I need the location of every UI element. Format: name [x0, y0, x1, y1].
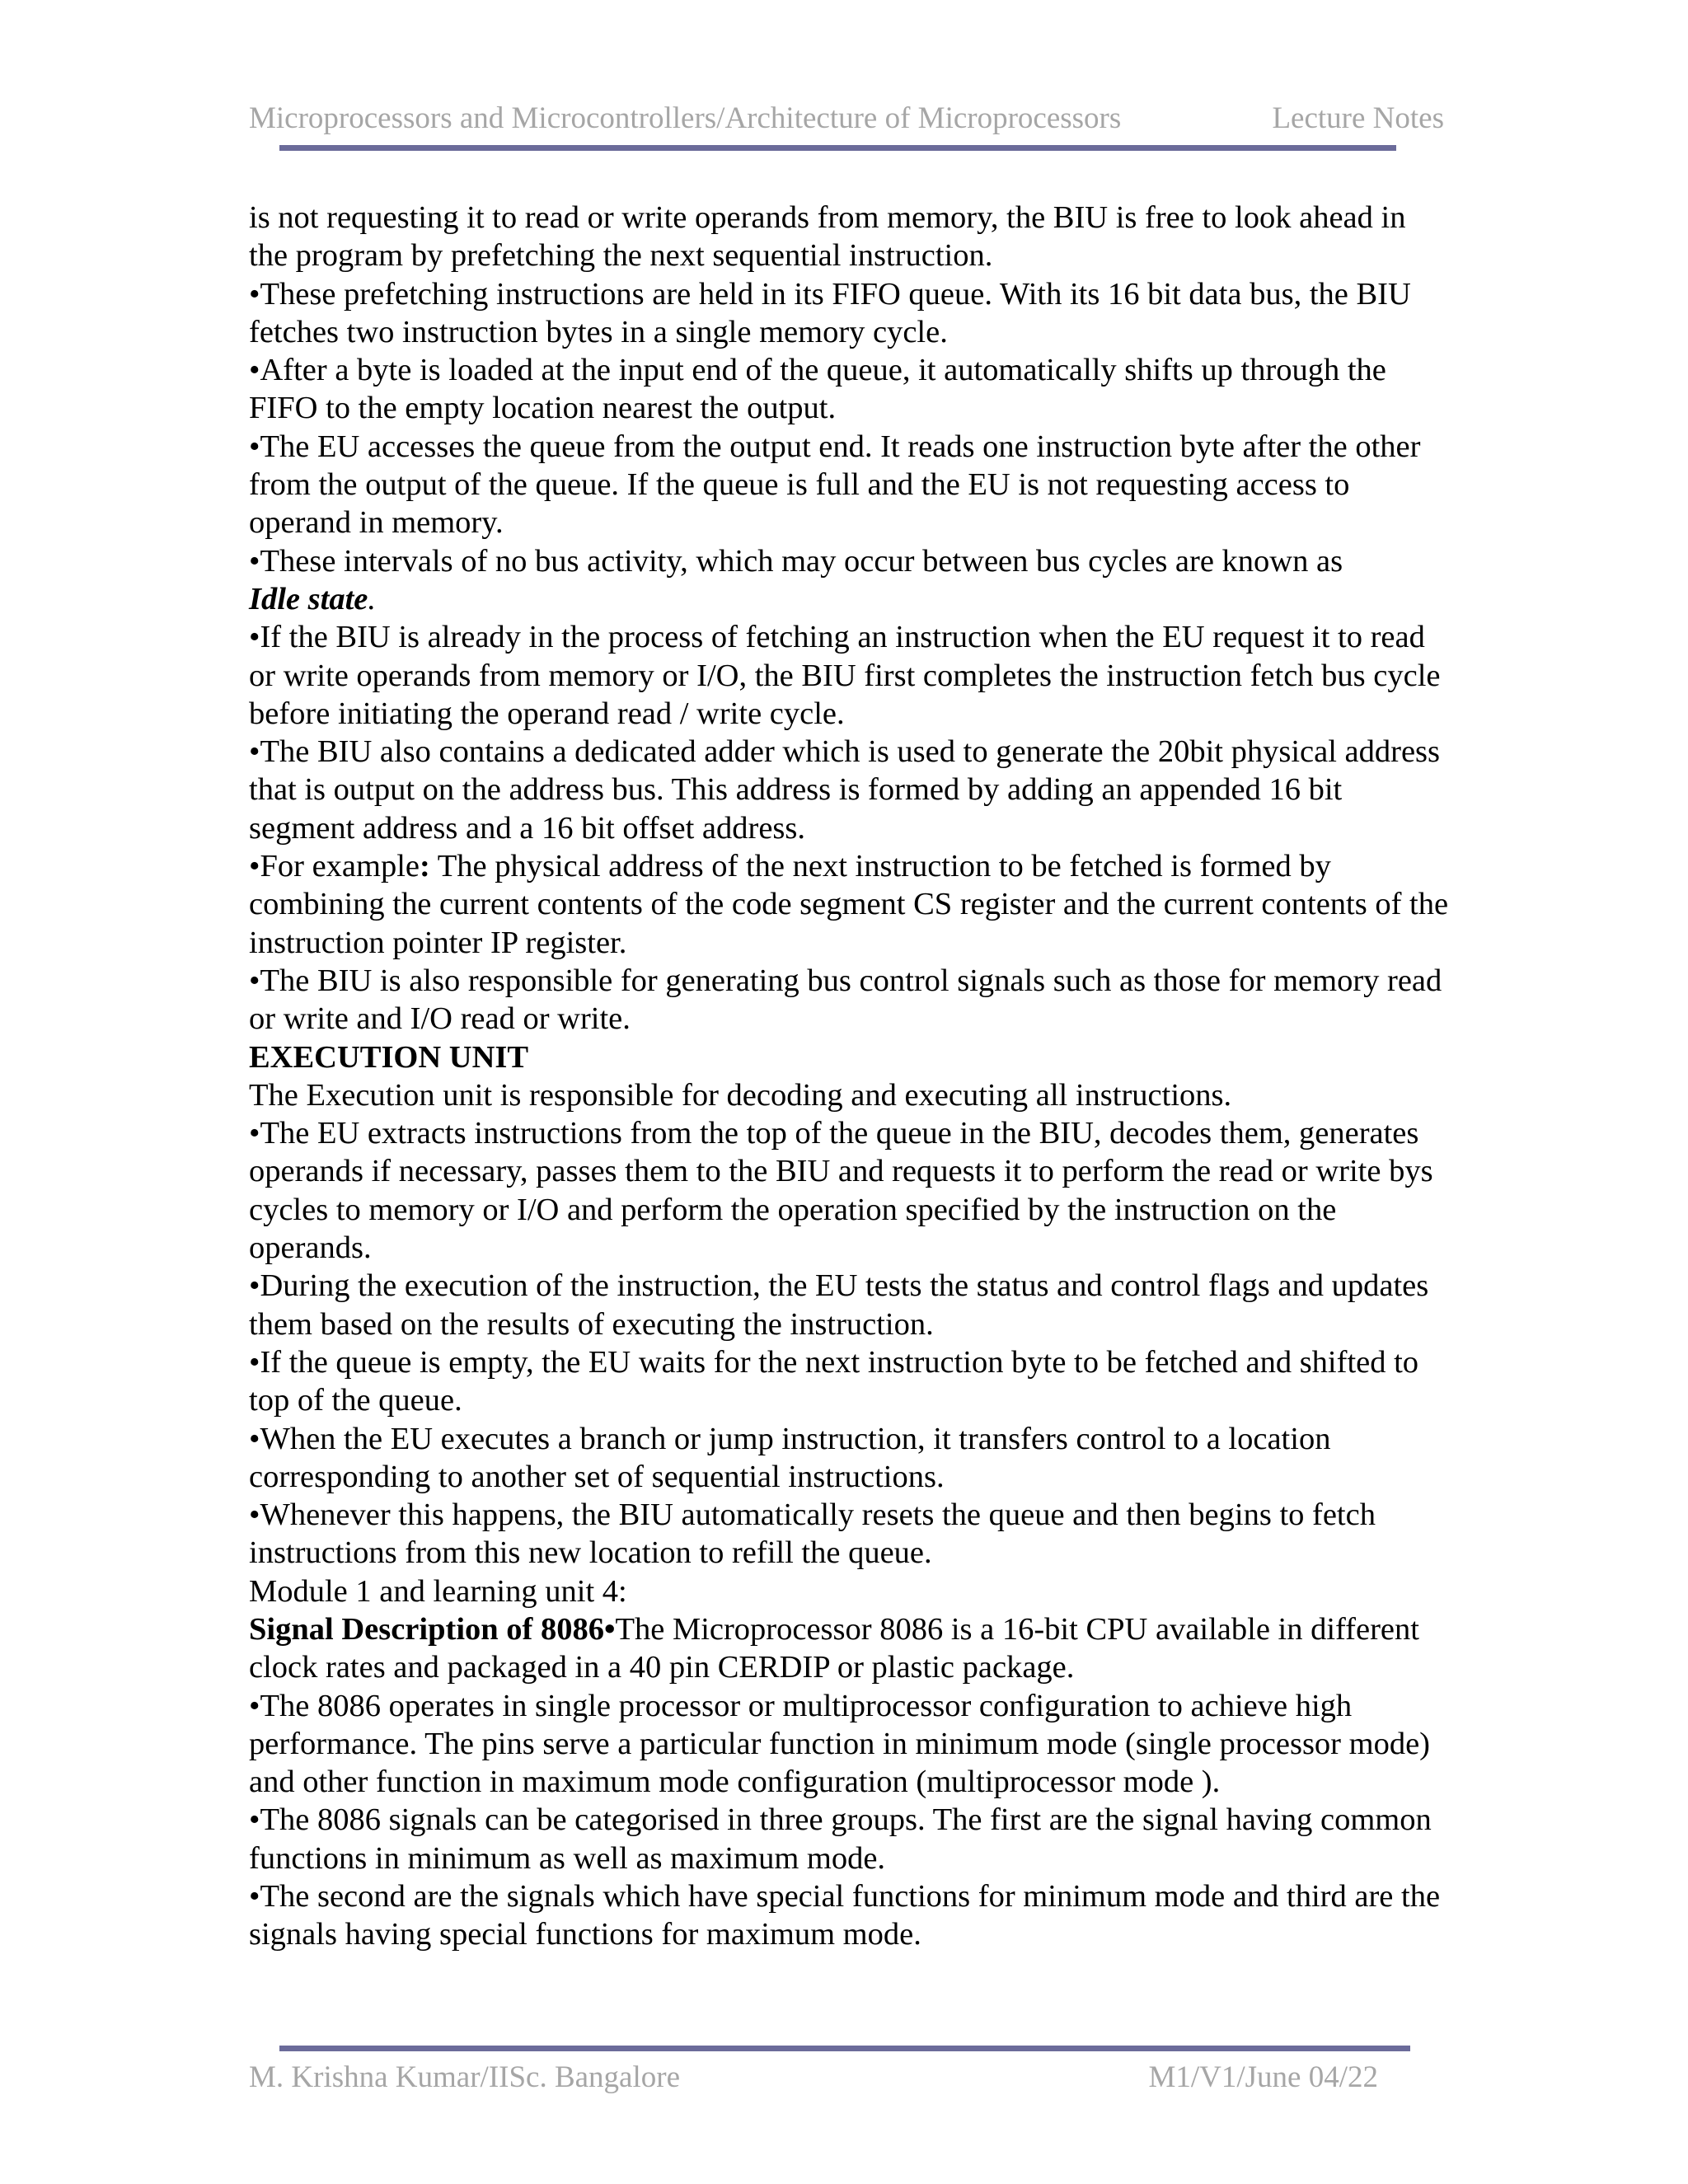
- header-divider: [279, 145, 1396, 151]
- paragraph: •During the execution of the instruction, the EU tests the status and control flags and updates them based on the results of executing the instruction.: [249, 1268, 1429, 1342]
- paragraph: •These prefetching instructions are held in its FIFO queue. With its 16 bit data bus, the BIU fetches two instruction bytes in a single memory cycle.: [249, 276, 1411, 349]
- paragraph: is not requesting it to read or write operands from memory, the BIU is free to look ahead in the program by prefetching the next sequential instruction.: [249, 200, 1406, 274]
- paragraph: •If the BIU is already in the process of fetching an instruction when the EU request it to read or write operands from memory or I/O, the BIU first completes the instruction fetch bus cycle before initiating the operand read / write cycle.: [249, 620, 1441, 731]
- paragraph: •When the EU executes a branch or jump instruction, it transfers control to a location corresponding to another set of sequential instructions.: [249, 1421, 1331, 1494]
- paragraph: •The 8086 signals can be categorised in three groups. The first are the signal having common functions in minimum as well as maximum mode.: [249, 1802, 1432, 1876]
- paragraph: The Execution unit is responsible for decoding and executing all instructions.: [249, 1077, 1232, 1113]
- paragraph-signal-description: [249, 1610, 1452, 1687]
- idle-state-period: .: [368, 581, 376, 616]
- paragraph: •The 8086 operates in single processor or multiprocessor configuration to achieve high performance. The pins serve a particular function in minimum mode (single processor mode) and other function in maximum mode configuration (multiprocessor mode ).: [249, 1688, 1430, 1800]
- paragraph: •Whenever this happens, the BIU automatically resets the queue and then begins to fetch instructions from this new location to refill the queue.: [249, 1497, 1376, 1571]
- paragraph: •The EU extracts instructions from the top of the queue in the BIU, decodes them, generates operands if necessary, passes them to the BIU and requests it to perform the read or write bys cycles to memory or I/O and perform the operation specified by the instruction on the operands.: [249, 1116, 1433, 1266]
- paragraph: •If the queue is empty, the EU waits for the next instruction byte to be fetched and shifted to top of the queue.: [249, 1344, 1419, 1418]
- paragraph: •The second are the signals which have special functions for minimum mode and third are the signals having special functions for maximum mode.: [249, 1879, 1441, 1952]
- document-body: [249, 199, 1452, 1954]
- section-heading-execution-unit: EXECUTION UNIT: [249, 1039, 529, 1075]
- signal-description-heading: Signal Description of 8086•: [249, 1611, 616, 1647]
- module-label: Module 1 and learning unit 4:: [249, 1573, 627, 1609]
- example-lead: •For example: [249, 849, 420, 884]
- footer-page-ref: M1/V1/June 04/22: [1148, 2060, 1378, 2094]
- paragraph: •The BIU is also responsible for generating bus control signals such as those for memory read or write and I/O read or write.: [249, 963, 1442, 1037]
- page-footer: [249, 2056, 1378, 2099]
- paragraph-text: •These intervals of no bus activity, which may occur between bus cycles are known as: [249, 543, 1343, 579]
- paragraph: •The BIU also contains a dedicated adder which is used to generate the 20bit physical address that is output on the address bus. This address is formed by adding an appended 16 bit segment address and a 16 bit offset address.: [249, 734, 1441, 846]
- paragraph-idle-state: [249, 542, 1452, 619]
- signal-description-text: The Microprocessor 8086 is a 16-bit CPU available in different clock rates and packaged in a 40 pin CERDIP or plastic package.: [249, 1611, 1419, 1685]
- idle-state-term: Idle state: [249, 581, 368, 616]
- footer-divider: [279, 2046, 1410, 2051]
- example-colon: :: [420, 849, 430, 884]
- paragraph: •The EU accesses the queue from the output end. It reads one instruction byte after the other from the output of the queue. If the queue is full and the EU is not requesting access to operand in memory.: [249, 429, 1421, 541]
- paragraph-example: [249, 847, 1452, 962]
- footer-author: M. Krishna Kumar/IISc. Bangalore: [249, 2060, 681, 2094]
- page-header: [249, 97, 1444, 140]
- paragraph: •After a byte is loaded at the input end of the queue, it automatically shifts up through the FIFO to the empty location nearest the output.: [249, 353, 1386, 426]
- header-course-title: Microprocessors and Microcontrollers/Architecture of Microprocessors: [249, 101, 1122, 135]
- header-lecture-notes: Lecture Notes: [1272, 101, 1444, 135]
- example-text: The physical address of the next instruction to be fetched is formed by combining the current contents of the code segment CS register and the current contents of the instruction pointer IP register.: [249, 849, 1449, 960]
